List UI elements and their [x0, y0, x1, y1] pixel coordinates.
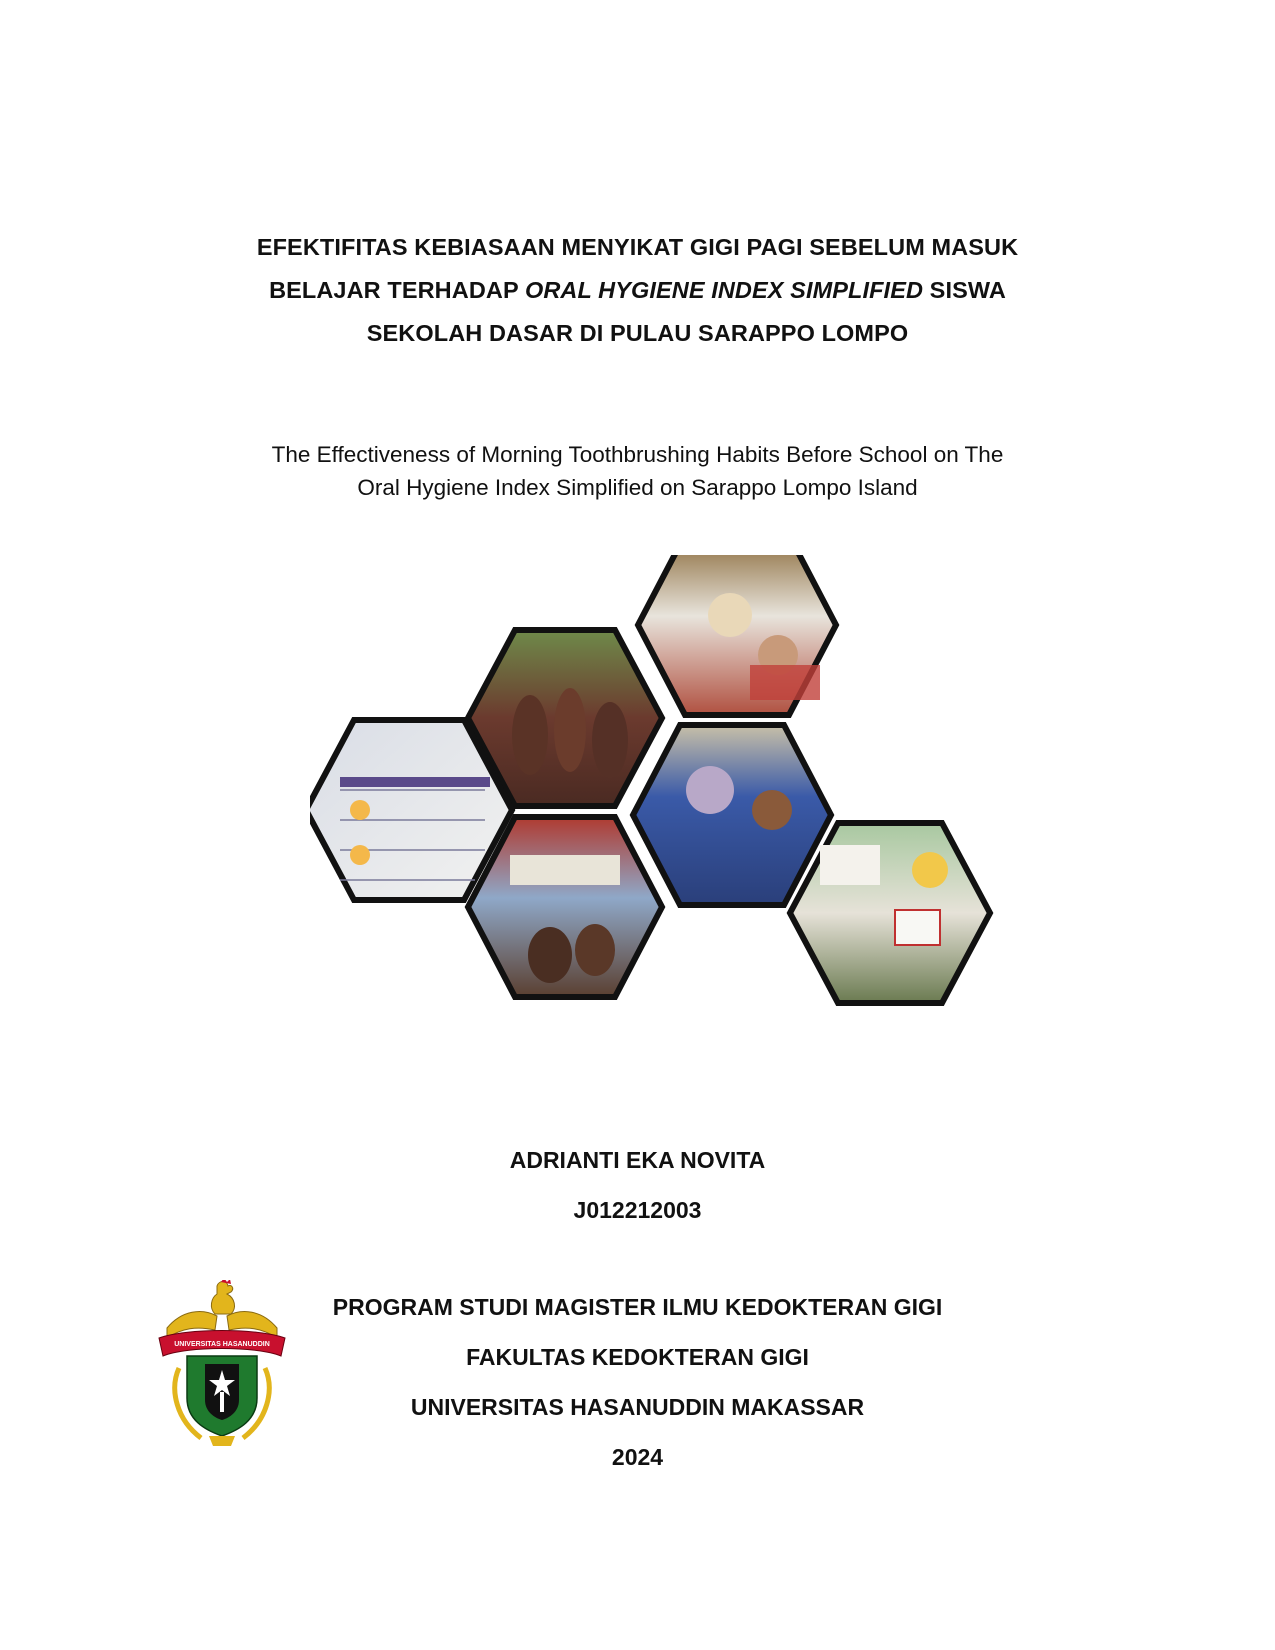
thesis-title: [190, 226, 1085, 355]
english-title-line-1: The Effectiveness of Morning Toothbrushing Habits Before School on The: [271, 442, 1004, 467]
photo-hex-demonstration: [633, 725, 831, 905]
author-block: [190, 1135, 1085, 1235]
title-line-2-italic: ORAL HYGIENE INDEX SIMPLIFIED: [524, 277, 924, 303]
institution-block: [190, 1282, 1085, 1482]
title-line-3: SEKOLAH DASAR DI PULAU SARAPPO LOMPO: [366, 320, 909, 346]
hexagon-photo-collage: [310, 555, 1030, 1065]
year: 2024: [611, 1444, 664, 1470]
title-line-2-prefix: BELAJAR TERHADAP: [269, 277, 525, 303]
university-name: UNIVERSITAS HASANUDDIN MAKASSAR: [410, 1394, 865, 1420]
program-name: PROGRAM STUDI MAGISTER ILMU KEDOKTERAN GIGI: [332, 1294, 943, 1320]
photo-hex-group: [790, 823, 990, 1003]
author-name: ADRIANTI EKA NOVITA: [509, 1147, 766, 1173]
title-line-2-suffix: SISWA: [923, 277, 1006, 303]
logo-banner-text: UNIVERSITAS HASANUDDIN: [174, 1341, 270, 1348]
student-id: J012212003: [573, 1197, 702, 1223]
photo-hex-examination: [629, 555, 836, 718]
english-title: [190, 438, 1085, 504]
english-title-line-2: Oral Hygiene Index Simplified on Sarappo Lompo Island: [357, 475, 918, 500]
faculty-name: FAKULTAS KEDOKTERAN GIGI: [466, 1344, 809, 1370]
title-line-2: [190, 269, 1085, 312]
photo-hex-brushing-chart: [310, 720, 512, 900]
title-line-1: EFEKTIFITAS KEBIASAAN MENYIKAT GIGI PAGI SEBELUM MASUK: [256, 234, 1019, 260]
